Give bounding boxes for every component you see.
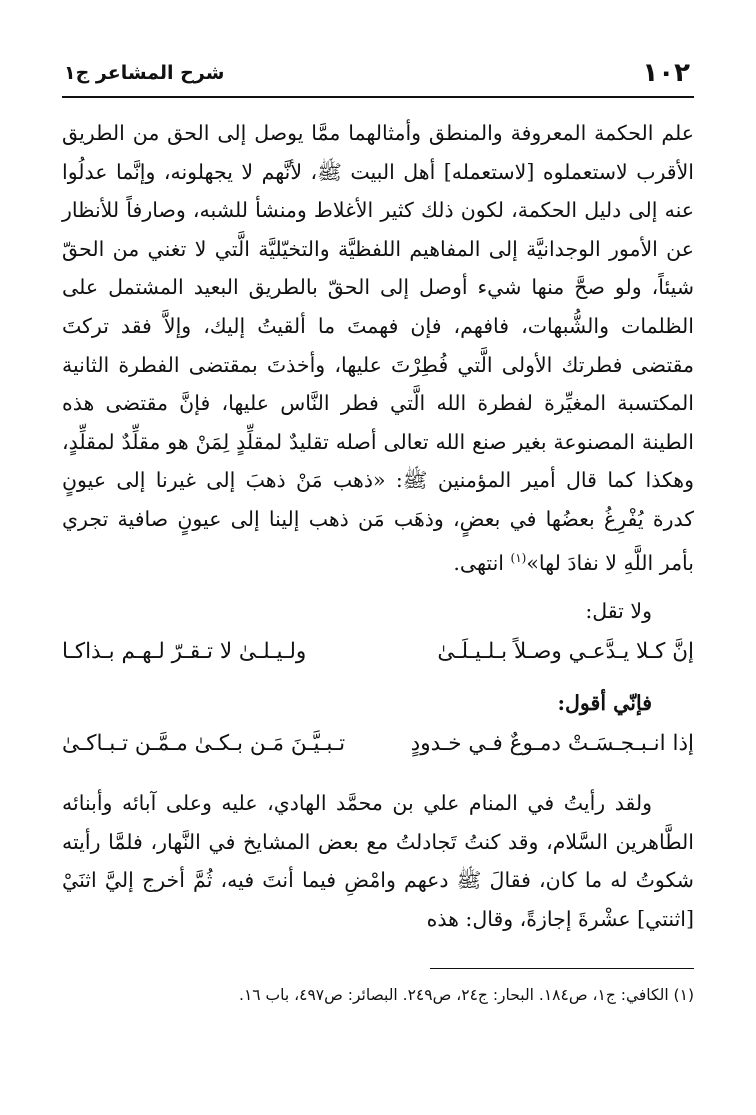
paragraph-1-ending: انتهى.	[453, 550, 511, 575]
spacer	[62, 766, 694, 784]
spacer	[62, 674, 694, 684]
page-number: ١٠٢	[642, 58, 690, 88]
book-title: شرح المشاعر ج١	[64, 62, 225, 84]
paragraph-2: ولقد رأيتُ في المنام علي بن محمَّد الهادي، عليه وعلى آبائه وأبنائه الطَّاهرين السَّلام، وقد كنتُ تَجادلتُ مع بعض المشايخ في النَّهار، فلمَّا رأيته شكوتُ له ما كان، فقالَ ﷺ دعهم وامْضِ فيما أنتَ فيه، ثُمَّ أخرج إليَّ اثنَيْ [اثنتي] عشْرةَ إجازةً، وقال: هذه	[62, 790, 694, 931]
footnote-reference: (١)	[510, 550, 527, 565]
verse-2-second-hemistich: تـبـيَّـنَ مَـن بـكـىٰ مـمَّـن تـبـاكـىٰ	[62, 730, 346, 756]
verse-2	[62, 722, 694, 766]
fa-inni-aqul-label: فإنّي أقول:	[557, 690, 652, 715]
footnote-rule	[430, 968, 694, 969]
wa-la-taqul-label: ولا تقل:	[585, 598, 652, 623]
running-header	[62, 58, 694, 94]
spacer	[62, 582, 694, 592]
body-text	[62, 114, 694, 938]
verse-2-first-hemistich: إذا انـبـجـسَـتْ دمـوعٌ فـي خـدودٍ	[410, 730, 694, 756]
verse-1-second-hemistich: ولـيـلـىٰ لا تـقـرّ لـهـم بـذاكـا	[62, 638, 307, 664]
paragraph-1-text: علم الحكمة المعروفة والمنطق وأمثالهما ممَّا يوصل إلى الحق من الطريق الأقرب لاستعملوه [لاستعمله] أهل البيت ﷺ، لأنَّهم لا يجهلونه، وإنَّما عدلُوا عنه إلى دليل الحكمة، لكون ذلك كثير الأغلاط ومنشأ للشبه، وصارفاً للأنظار عن الأمور الوجدانيَّة إلى المفاهيم اللفظيَّة والتخيّليَّة الَّتي لا تغني من الحقّ شيئاً، ولو صحَّ منها شيء أوصل إلى الحقّ بالطريق البعيد المشتمل على الظلمات والشُّبهات، فافهم، فإن فهمتَ ما ألقيتُ إليك، وإلاَّ فقد تركتَ مقتضى فطرتك الأولى الَّتي فُطِرْتَ عليها، وأخذتَ بمقتضى الفطرة الثانية المكتسبة المغيِّرة لفطرة الله الَّتي فطر النَّاس عليها، فإنَّ مقتضى هذه الطينة المصنوعة بغير صنع الله تعالى أصله تقليدٌ لمقلِّدٍ لِمَنْ هو مقلِّدٌ لمقلِّدٍ، وهكذا كما قال أمير المؤمنين ﷺ: «ذهب مَنْ ذهبَ إلى غيرنا إلى عيونٍ كدرة يُفْرِغُ بعضُها في بعضٍ، وذهَب مَن ذهب إلينا إلى عيونٍ صافية تجري بأمر اللَّهِ لا نفادَ لها»	[62, 121, 694, 575]
paragraph-1	[62, 114, 694, 582]
footnote: (١) الكافي: ج١، ص١٨٤. البحار: ج٢٤، ص٢٤٩. البصائر: ص٤٩٧، باب ١٦.	[239, 986, 694, 1004]
header-rule	[62, 96, 694, 98]
verse-1-first-hemistich: إنَّ كـلا يـدَّعـي وصـلاً بـلـيـلَـىٰ	[437, 638, 694, 664]
verse-1	[62, 630, 694, 674]
